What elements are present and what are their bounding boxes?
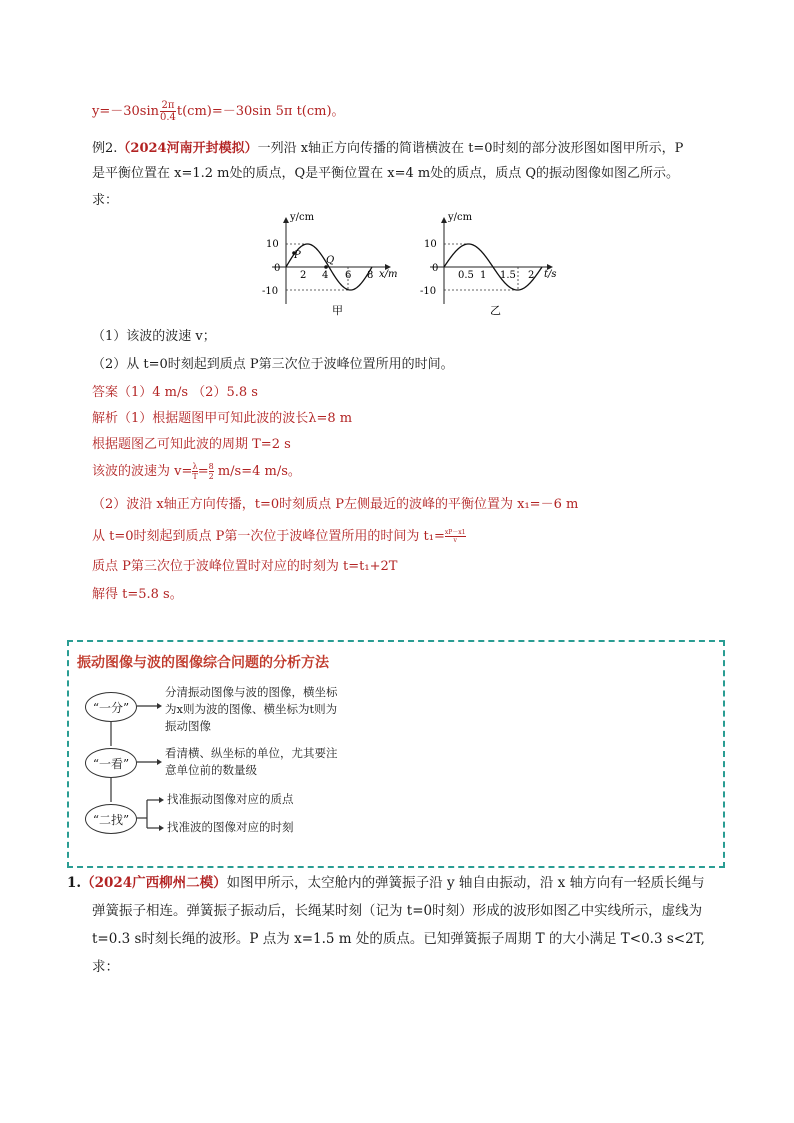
time-fraction-num: xP－x1 [444, 529, 466, 536]
x-tick-2: 2 [300, 270, 307, 281]
analysis-3-suffix: m/s=4 m/s。 [213, 464, 301, 479]
x-axis-label: x/m [379, 269, 398, 280]
question-2: （2）从 t=0时刻起到质点 P第三次位于波峰位置所用的时间。 [92, 357, 454, 372]
step-1-text-2: 为x则为波的图像、横坐标为t则为 [165, 702, 338, 716]
x-tick-8: 8 [367, 270, 374, 281]
y-axis-label: y/cm [290, 212, 315, 223]
method-box [67, 640, 725, 868]
y-tick-neg10: -10 [262, 286, 279, 297]
t-axis-label: t/s [544, 269, 557, 280]
formula-suffix: t(cm)=－30sin 5π t(cm)。 [176, 104, 345, 119]
time-fraction [445, 529, 466, 544]
example-label: 例2. [92, 141, 118, 156]
problem-1-source: （2024广西柳州二模） [81, 875, 227, 891]
example-line-3: 求： [92, 193, 119, 208]
t-tick-2: 2 [528, 270, 535, 281]
wave-graph-jia [262, 212, 402, 320]
step-1-text-3: 振动图像 [165, 719, 211, 733]
analysis-3-prefix: 该波的波速为 v= [92, 464, 193, 479]
t-tick-1.5: 1.5 [500, 270, 516, 281]
formula-fraction [160, 100, 176, 123]
eight-num: 8 [208, 462, 214, 471]
analysis-5-prefix: 从 t=0时刻起到质点 P第一次位于波峰位置所用的时间为 t₁= [92, 529, 445, 544]
period-den: T [192, 472, 198, 481]
problem-1-line-4: 求： [92, 959, 119, 975]
point-p-label: P [294, 250, 301, 261]
problem-1-line-3: t=0.3 s时刻长绳的波形。P 点为 x=1.5 m 处的质点。已知弹簧振子周期 T 的大小满足 T<0.3 s<2T, [92, 931, 705, 947]
analysis-3 [92, 462, 301, 481]
t-tick-1: 1 [480, 270, 487, 281]
example-line-1 [92, 140, 683, 158]
step-3-oval: “二找” [85, 804, 137, 834]
step-1-oval: “一分” [85, 692, 137, 722]
analysis-4: （2）波沿 x轴正方向传播，t=0时刻质点 P左侧最近的波峰的平衡位置为 x₁=－6 m [92, 497, 579, 512]
formula-line [92, 100, 345, 123]
y-tick-10: 10 [266, 239, 279, 250]
method-box-title: 振动图像与波的图像综合问题的分析方法 [77, 655, 329, 671]
lambda-num: λ [192, 462, 198, 471]
analysis-5 [92, 528, 466, 546]
problem-1-number: 1. [67, 875, 82, 891]
two-den: 2 [208, 472, 214, 481]
y-tick-0: 0 [274, 263, 281, 274]
t-tick-0.5: 0.5 [458, 270, 474, 281]
example-line-2: 是平衡位置在 x=1.2 m处的质点，Q是平衡位置在 x=4 m处的质点，质点 Q的振动图像如图乙所示。 [92, 166, 680, 181]
fraction-denominator: 0.4 [159, 112, 176, 123]
question-1: （1）该波的波速 v； [92, 329, 216, 344]
formula-prefix: y=－30sin [92, 104, 159, 119]
equals: = [197, 464, 209, 479]
x-tick-4: 4 [322, 270, 329, 281]
problem-1-line-2: 弹簧振子相连。弹簧振子振动后，长绳某时刻（记为 t=0时刻）形成的波形如图乙中实线所示，虚线为 [92, 903, 703, 919]
step-3-text-1: 找准振动图像对应的质点 [167, 792, 294, 806]
step-2-text-2: 意单位前的数量级 [165, 763, 257, 777]
problem-1-text-1: 如图甲所示，太空舱内的弹簧振子沿 y 轴自由振动，沿 x 轴方向有一轻质长绳与 [226, 875, 705, 891]
step-2-text-1: 看清横、纵坐标的单位，尤其要注 [165, 746, 338, 760]
example-source: （2024河南开封模拟） [117, 141, 258, 156]
problem-1-line-1 [67, 873, 705, 893]
step-2-oval: “一看” [85, 748, 137, 778]
time-fraction-den: v [453, 537, 457, 544]
fraction-numerator: 2π [161, 100, 175, 111]
y-tick-0: 0 [432, 263, 439, 274]
analysis-6: 质点 P第三次位于波峰位置时对应的时刻为 t=t₁+2T [92, 559, 398, 574]
point-q-label: Q [326, 255, 335, 266]
analysis-2: 根据题图乙可知此波的周期 T=2 s [92, 437, 291, 452]
example-text-1: 一列沿 x轴正方向传播的简谐横波在 t=0时刻的部分波形图如图甲所示，P [257, 141, 684, 156]
y-axis-label: y/cm [448, 212, 473, 223]
vibration-graph-yi [420, 212, 565, 320]
answer-line: 答案（1）4 m/s （2）5.8 s [92, 385, 258, 400]
step-1-text-1: 分清振动图像与波的图像，横坐标 [165, 685, 338, 699]
analysis-7: 解得 t=5.8 s。 [92, 587, 183, 602]
caption-yi: 乙 [490, 304, 501, 317]
step-3-text-2: 找准波的图像对应的时刻 [167, 820, 294, 834]
y-tick-10: 10 [424, 239, 437, 250]
analysis-1: 解析（1）根据题图甲可知此波的波长λ=8 m [92, 411, 353, 426]
caption-jia: 甲 [332, 304, 343, 317]
y-tick-neg10: -10 [420, 286, 437, 297]
x-tick-6: 6 [345, 270, 352, 281]
